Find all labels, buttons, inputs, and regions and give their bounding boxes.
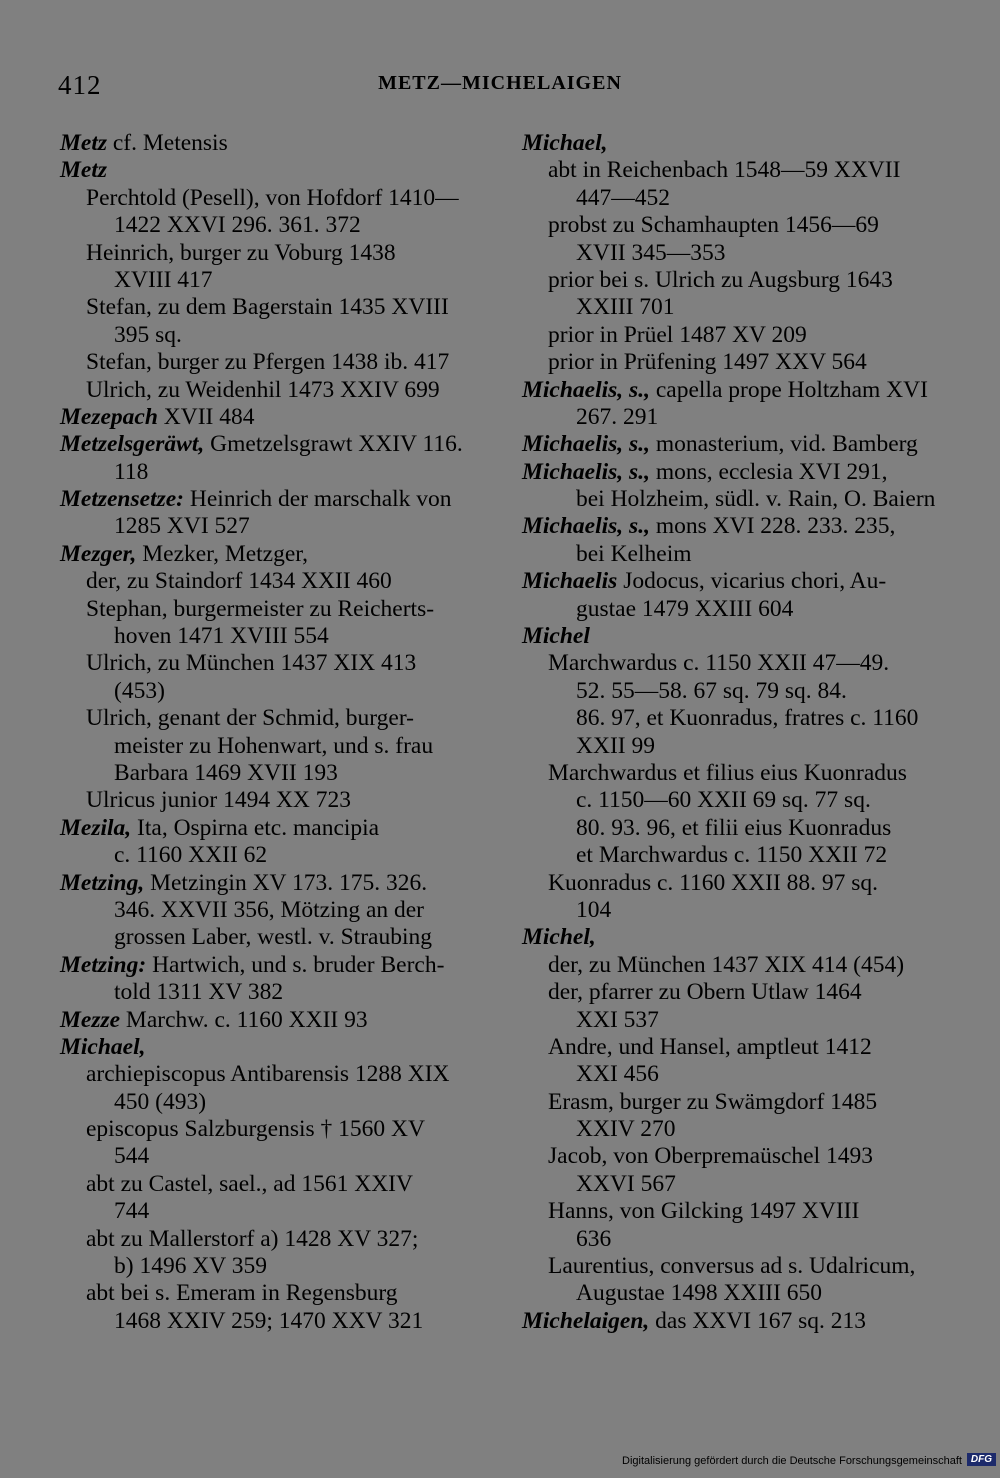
index-line <box>60 1308 485 1335</box>
index-line <box>522 705 948 732</box>
entry-text: Mezker, Metzger, <box>136 540 309 567</box>
index-line <box>60 212 485 239</box>
index-line <box>60 1061 485 1088</box>
entry-text: XXI 456 <box>576 1061 659 1088</box>
entry-text: Perchtold (Pesell), von Hofdorf 1410— <box>86 184 459 211</box>
entry-headword: Metz <box>60 157 107 184</box>
entry-text: Hartwich, und s. bruder Berch- <box>146 951 445 978</box>
index-line <box>522 1034 948 1061</box>
entry-text: Kuonradus c. 1160 XXII 88. 97 sq. <box>548 869 879 896</box>
index-line <box>522 377 948 404</box>
entry-text: 86. 97, et Kuonradus, fratres c. 1160 <box>576 705 919 732</box>
entry-text: 267. 291 <box>576 403 659 430</box>
index-line <box>522 240 948 267</box>
entry-text: XVII 345—353 <box>576 239 726 266</box>
entry-text: 1468 XXIV 259; 1470 XXV 321 <box>114 1307 424 1334</box>
index-line <box>60 650 485 677</box>
entry-text: bei Holzheim, südl. v. Rain, O. Baiern <box>576 486 936 513</box>
index-line <box>522 787 948 814</box>
digitization-credit: Digitalisierung gefördert durch die Deutsche Forschungsgemeinschaft <box>622 1455 962 1467</box>
index-line <box>522 1198 948 1225</box>
index-line <box>60 1143 485 1170</box>
entry-text: grossen Laber, westl. v. Straubing <box>114 924 432 951</box>
entry-text: Stefan, zu dem Bagerstain 1435 XVIII <box>86 294 449 321</box>
entry-text: meister zu Hohenwart, und s. frau <box>114 732 434 759</box>
entry-text: Marchw. c. 1160 XXII 93 <box>120 1006 368 1033</box>
entry-text: 80. 93. 96, et filii eius Kuonradus <box>576 814 892 841</box>
entry-text: Barbara 1469 XVII 193 <box>114 759 338 786</box>
entry-text: 544 <box>114 1143 150 1170</box>
index-line <box>522 1226 948 1253</box>
entry-text: 636 <box>576 1225 612 1252</box>
index-line <box>60 240 485 267</box>
entry-headword: Michelaigen, <box>522 1307 650 1334</box>
entry-text: Erasm, burger zu Swämgdorf 1485 <box>548 1088 878 1115</box>
entry-headword: Michel <box>522 623 590 650</box>
entry-headword: Metzensetze: <box>60 486 185 513</box>
index-line <box>60 1198 485 1225</box>
index-line <box>60 377 485 404</box>
index-line <box>522 952 948 979</box>
index-line <box>522 486 948 513</box>
index-line <box>60 815 485 842</box>
index-line <box>60 185 485 212</box>
entry-text: XVIII 417 <box>114 266 213 293</box>
index-line <box>60 459 485 486</box>
index-line <box>60 1007 485 1034</box>
entry-text: das XXVI 167 sq. 213 <box>649 1307 867 1334</box>
entry-headword: Mezger, <box>60 540 137 567</box>
index-line <box>60 596 485 623</box>
entry-text: XXVI 567 <box>576 1170 676 1197</box>
index-line <box>60 678 485 705</box>
index-line <box>60 870 485 897</box>
index-line <box>522 1308 948 1335</box>
index-line <box>60 1226 485 1253</box>
entry-text: prior in Prüel 1487 XV 209 <box>548 321 807 348</box>
entry-text: XVII 484 <box>157 403 255 430</box>
entry-text: episcopus Salzburgensis † 1560 XV <box>86 1116 425 1143</box>
index-line <box>60 787 485 814</box>
index-line <box>522 979 948 1006</box>
entry-text: bei Kelheim <box>576 540 692 567</box>
entry-headword: Mezepach <box>60 403 158 430</box>
index-line <box>522 212 948 239</box>
entry-text: abt bei s. Emeram in Regensburg <box>86 1280 398 1307</box>
index-line <box>60 322 485 349</box>
index-line <box>60 568 485 595</box>
index-line <box>522 267 948 294</box>
entry-text: der, zu Staindorf 1434 XXII 460 <box>86 568 392 595</box>
index-line <box>60 1253 485 1280</box>
entry-text: abt zu Castel, sael., ad 1561 XXIV <box>86 1170 413 1197</box>
index-line <box>60 1280 485 1307</box>
entry-headword: Michaelis, s., <box>522 376 650 403</box>
entry-headword: Metz <box>60 130 107 156</box>
index-line <box>522 157 948 184</box>
entry-text: Stefan, burger zu Pfergen 1438 ib. 417 <box>86 349 450 376</box>
entry-text: archiepiscopus Antibarensis 1288 XIX <box>86 1061 450 1088</box>
index-line <box>60 623 485 650</box>
index-line <box>522 185 948 212</box>
entry-headword: Metzing: <box>60 951 147 978</box>
entry-headword: Michel, <box>522 924 596 951</box>
entry-text: 1422 XXVI 296. 361. 372 <box>114 212 361 239</box>
index-column-right <box>522 130 948 1335</box>
entry-text: prior in Prüfening 1497 XXV 564 <box>548 349 867 376</box>
entry-text: 447—452 <box>576 184 670 211</box>
entry-text: mons, ecclesia XVI 291, <box>649 458 888 485</box>
entry-text: der, zu München 1437 XIX 414 (454) <box>548 951 905 978</box>
index-line <box>522 1089 948 1116</box>
entry-headword: Metzing, <box>60 869 145 896</box>
entry-text: 346. XXVII 356, Mötzing an der <box>114 896 425 923</box>
entry-text: gustae 1479 XXIII 604 <box>576 595 794 622</box>
entry-text: Heinrich, burger zu Voburg 1438 <box>86 239 396 266</box>
entry-text: mons XVI 228. 233. 235, <box>649 513 896 540</box>
entry-text: Jodocus, vicarius chori, Au- <box>617 568 887 595</box>
entry-text: abt in Reichenbach 1548—59 XXVII <box>548 157 901 184</box>
entry-text: XXIV 270 <box>576 1116 676 1143</box>
entry-text: Heinrich der marschalk von <box>184 486 452 513</box>
entry-text: hoven 1471 XVIII 554 <box>114 623 329 650</box>
entry-text: Hanns, von Gilcking 1497 XVIII <box>548 1198 860 1225</box>
index-line <box>60 1171 485 1198</box>
index-line <box>60 1034 485 1061</box>
index-line <box>60 294 485 321</box>
index-line <box>522 678 948 705</box>
index-line <box>60 842 485 869</box>
index-line <box>60 431 485 458</box>
index-line <box>60 130 485 157</box>
entry-headword: Mezila, <box>60 814 132 841</box>
index-line <box>522 404 948 431</box>
entry-headword: Michaelis <box>522 568 618 595</box>
index-line <box>522 513 948 540</box>
entry-text: c. 1160 XXII 62 <box>114 842 268 869</box>
index-line <box>522 1061 948 1088</box>
dfg-logo: DFG <box>967 1453 996 1466</box>
entry-text: prior bei s. Ulrich zu Augsburg 1643 <box>548 266 893 293</box>
entry-text: capella prope Holtzham XVI <box>649 376 928 403</box>
entry-text: Gmetzelsgrawt XXIV 116. <box>204 431 463 458</box>
entry-text: Jacob, von Oberpremaüschel 1493 <box>548 1143 873 1170</box>
entry-text: (453) <box>114 677 165 704</box>
index-line <box>60 267 485 294</box>
entry-text: 395 sq. <box>114 321 182 348</box>
entry-headword: Michael, <box>522 130 608 156</box>
index-line <box>522 870 948 897</box>
index-line <box>522 897 948 924</box>
index-line <box>60 952 485 979</box>
entry-text: c. 1150—60 XXII 69 sq. 77 sq. <box>576 787 871 814</box>
index-line <box>522 623 948 650</box>
index-line <box>522 924 948 951</box>
entry-text: probst zu Schamhaupten 1456—69 <box>548 212 879 239</box>
index-line <box>522 322 948 349</box>
index-line <box>522 130 948 157</box>
entry-text: Andre, und Hansel, amptleut 1412 <box>548 1033 872 1060</box>
page-number: 412 <box>58 70 102 100</box>
entry-text: Marchwardus c. 1150 XXII 47—49. <box>548 650 890 677</box>
index-line <box>60 1089 485 1116</box>
index-line <box>60 897 485 924</box>
index-line <box>60 404 485 431</box>
entry-headword: Metzelsgeräwt, <box>60 431 205 458</box>
index-line <box>522 596 948 623</box>
index-line <box>522 568 948 595</box>
index-line <box>522 459 948 486</box>
index-line <box>522 541 948 568</box>
entry-text: monasterium, vid. Bamberg <box>649 431 918 458</box>
entry-text: Laurentius, conversus ad s. Udalricum, <box>548 1253 916 1280</box>
index-line <box>60 705 485 732</box>
entry-text: 104 <box>576 896 612 923</box>
index-line <box>60 157 485 184</box>
index-line <box>522 815 948 842</box>
index-line <box>60 486 485 513</box>
entry-text: Metzingin XV 173. 175. 326. <box>144 869 428 896</box>
entry-text: abt zu Mallerstorf a) 1428 XV 327; <box>86 1225 419 1252</box>
entry-headword: Michael, <box>60 1033 146 1060</box>
index-line <box>522 349 948 376</box>
index-line <box>522 842 948 869</box>
index-line <box>60 924 485 951</box>
index-line <box>522 760 948 787</box>
entry-text: Ulricus junior 1494 XX 723 <box>86 787 352 814</box>
entry-text: XXI 537 <box>576 1006 659 1033</box>
entry-text: Ita, Ospirna etc. mancipia <box>131 814 380 841</box>
entry-text: Ulrich, genant der Schmid, burger- <box>86 705 415 732</box>
index-line <box>522 1116 948 1143</box>
entry-headword: Michaelis, s., <box>522 458 650 485</box>
entry-text: Ulrich, zu Weidenhil 1473 XXIV 699 <box>86 376 440 403</box>
entry-text: 52. 55—58. 67 sq. 79 sq. 84. <box>576 677 847 704</box>
index-line <box>522 733 948 760</box>
running-head: METZ—MICHELAIGEN <box>378 72 622 94</box>
index-line <box>60 979 485 1006</box>
entry-headword: Michaelis, s., <box>522 513 650 540</box>
entry-text: der, pfarrer zu Obern Utlaw 1464 <box>548 979 862 1006</box>
index-line <box>522 1171 948 1198</box>
entry-text: Marchwardus et filius eius Kuonradus <box>548 759 907 786</box>
index-line <box>522 650 948 677</box>
entry-text: XXIII 701 <box>576 294 675 321</box>
index-line <box>522 1280 948 1307</box>
entry-text: cf. Metensis <box>107 130 228 156</box>
index-line <box>522 1007 948 1034</box>
entry-text: 744 <box>114 1198 150 1225</box>
entry-text: 1285 XVI 527 <box>114 513 250 540</box>
entry-text: et Marchwardus c. 1150 XXII 72 <box>576 842 888 869</box>
index-line <box>522 294 948 321</box>
index-line <box>60 1116 485 1143</box>
index-line <box>60 513 485 540</box>
index-line <box>522 431 948 458</box>
entry-text: told 1311 XV 382 <box>114 979 284 1006</box>
index-line <box>60 733 485 760</box>
entry-text: Ulrich, zu München 1437 XIX 413 <box>86 650 417 677</box>
index-line <box>522 1143 948 1170</box>
entry-headword: Michaelis, s., <box>522 431 650 458</box>
index-line <box>522 1253 948 1280</box>
entry-text: 118 <box>114 458 149 485</box>
entry-text: 450 (493) <box>114 1088 207 1115</box>
entry-text: b) 1496 XV 359 <box>114 1253 267 1280</box>
index-column-left <box>60 130 485 1335</box>
entry-text: XXII 99 <box>576 732 655 759</box>
index-line <box>60 541 485 568</box>
entry-text: Stephan, burgermeister zu Reicherts- <box>86 595 435 622</box>
index-line <box>60 760 485 787</box>
entry-headword: Mezze <box>60 1006 121 1033</box>
entry-text: Augustae 1498 XXIII 650 <box>576 1280 823 1307</box>
index-line <box>60 349 485 376</box>
